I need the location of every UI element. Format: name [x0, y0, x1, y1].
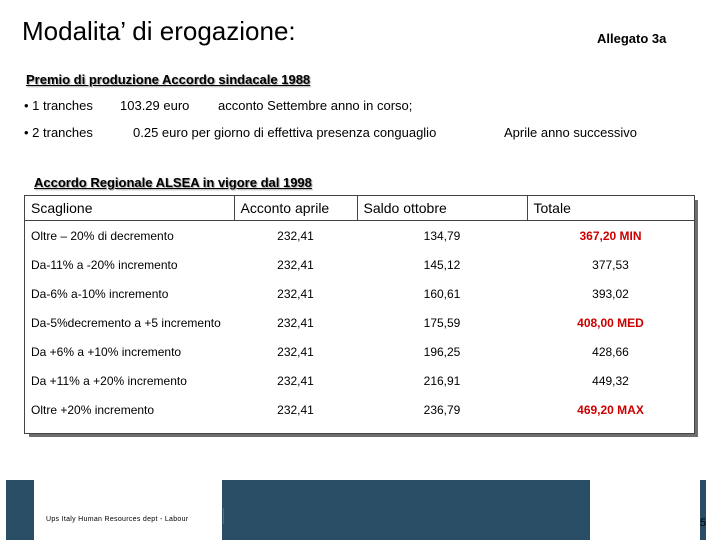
cell-saldo: 216,91	[423, 373, 461, 388]
cell-totale: 367,20 MIN	[579, 228, 642, 243]
accordo-heading: Accordo Regionale ALSEA in vigore dal 1998	[34, 175, 312, 190]
cell-saldo: 175,59	[423, 315, 461, 330]
footer-text: Ups Italy Human Resources dept - Labour	[46, 516, 189, 523]
col-header-acconto: Acconto aprile	[234, 196, 357, 221]
cell-scaglione: Oltre – 20% di decremento	[31, 228, 174, 243]
allegato-label: Allegato 3a	[597, 31, 667, 46]
cell-acconto: 232,41	[277, 228, 314, 243]
page-title: Modalita’ di erogazione:	[22, 16, 296, 46]
cell-totale: 469,20 MAX	[577, 402, 644, 417]
cell-totale: 449,32	[592, 373, 629, 388]
cell-acconto: 232,41	[277, 257, 314, 272]
cell-totale: 393,02	[592, 286, 629, 301]
table-row	[25, 279, 694, 308]
cell-acconto: 232,41	[277, 402, 314, 417]
cell-saldo: 236,79	[423, 402, 461, 417]
cell-scaglione: Da +6% a +10% incremento	[31, 344, 182, 359]
table-row	[25, 395, 694, 424]
scaglioni-table	[24, 195, 695, 434]
premio-heading: Premio di produzione Accordo sindacale 1988	[26, 72, 311, 87]
col-header-totale: Totale	[527, 196, 694, 221]
table-row	[25, 250, 694, 279]
table-row	[25, 308, 694, 337]
cell-totale: 408,00 MED	[577, 315, 644, 330]
cell-saldo: 145,12	[423, 257, 461, 272]
footer-logo-box	[34, 480, 222, 540]
col-header-scaglione: Scaglione	[25, 196, 234, 221]
cell-acconto: 232,41	[277, 315, 314, 330]
tranche-2-note: Aprile anno successivo	[504, 125, 637, 140]
cell-scaglione: Da-5%decremento a +5 incremento	[31, 315, 221, 330]
tranche-1-amount: 103.29 euro	[120, 98, 190, 113]
tranche-1-label: • 1 tranches	[24, 98, 93, 113]
cell-scaglione: Oltre +20% incremento	[31, 402, 155, 417]
cell-acconto: 232,41	[277, 286, 314, 301]
cell-scaglione: Da-6% a-10% incremento	[31, 286, 169, 301]
col-header-saldo: Saldo ottobre	[357, 196, 527, 221]
footer-divider	[223, 508, 224, 524]
cell-scaglione: Da +11% a +20% incremento	[31, 373, 187, 388]
tranche-2-amount: 0.25 euro per giorno di effettiva presenza conguaglio	[133, 125, 437, 140]
footer-page-box	[590, 480, 700, 540]
cell-saldo: 134,79	[423, 228, 461, 243]
table-row	[25, 366, 694, 395]
table-row	[25, 337, 694, 366]
cell-acconto: 232,41	[277, 344, 314, 359]
table-row	[25, 221, 694, 251]
cell-saldo: 160,61	[423, 286, 461, 301]
cell-totale: 377,53	[592, 257, 629, 272]
cell-saldo: 196,25	[423, 344, 461, 359]
tranche-2-label: • 2 tranches	[24, 125, 93, 140]
cell-totale: 428,66	[592, 344, 629, 359]
tranche-1-note: acconto Settembre anno in corso;	[218, 98, 413, 113]
cell-acconto: 232,41	[277, 373, 314, 388]
cell-scaglione: Da-11% a -20% incremento	[31, 257, 178, 272]
page-number: 5	[700, 517, 707, 529]
table-header-row	[25, 196, 694, 221]
